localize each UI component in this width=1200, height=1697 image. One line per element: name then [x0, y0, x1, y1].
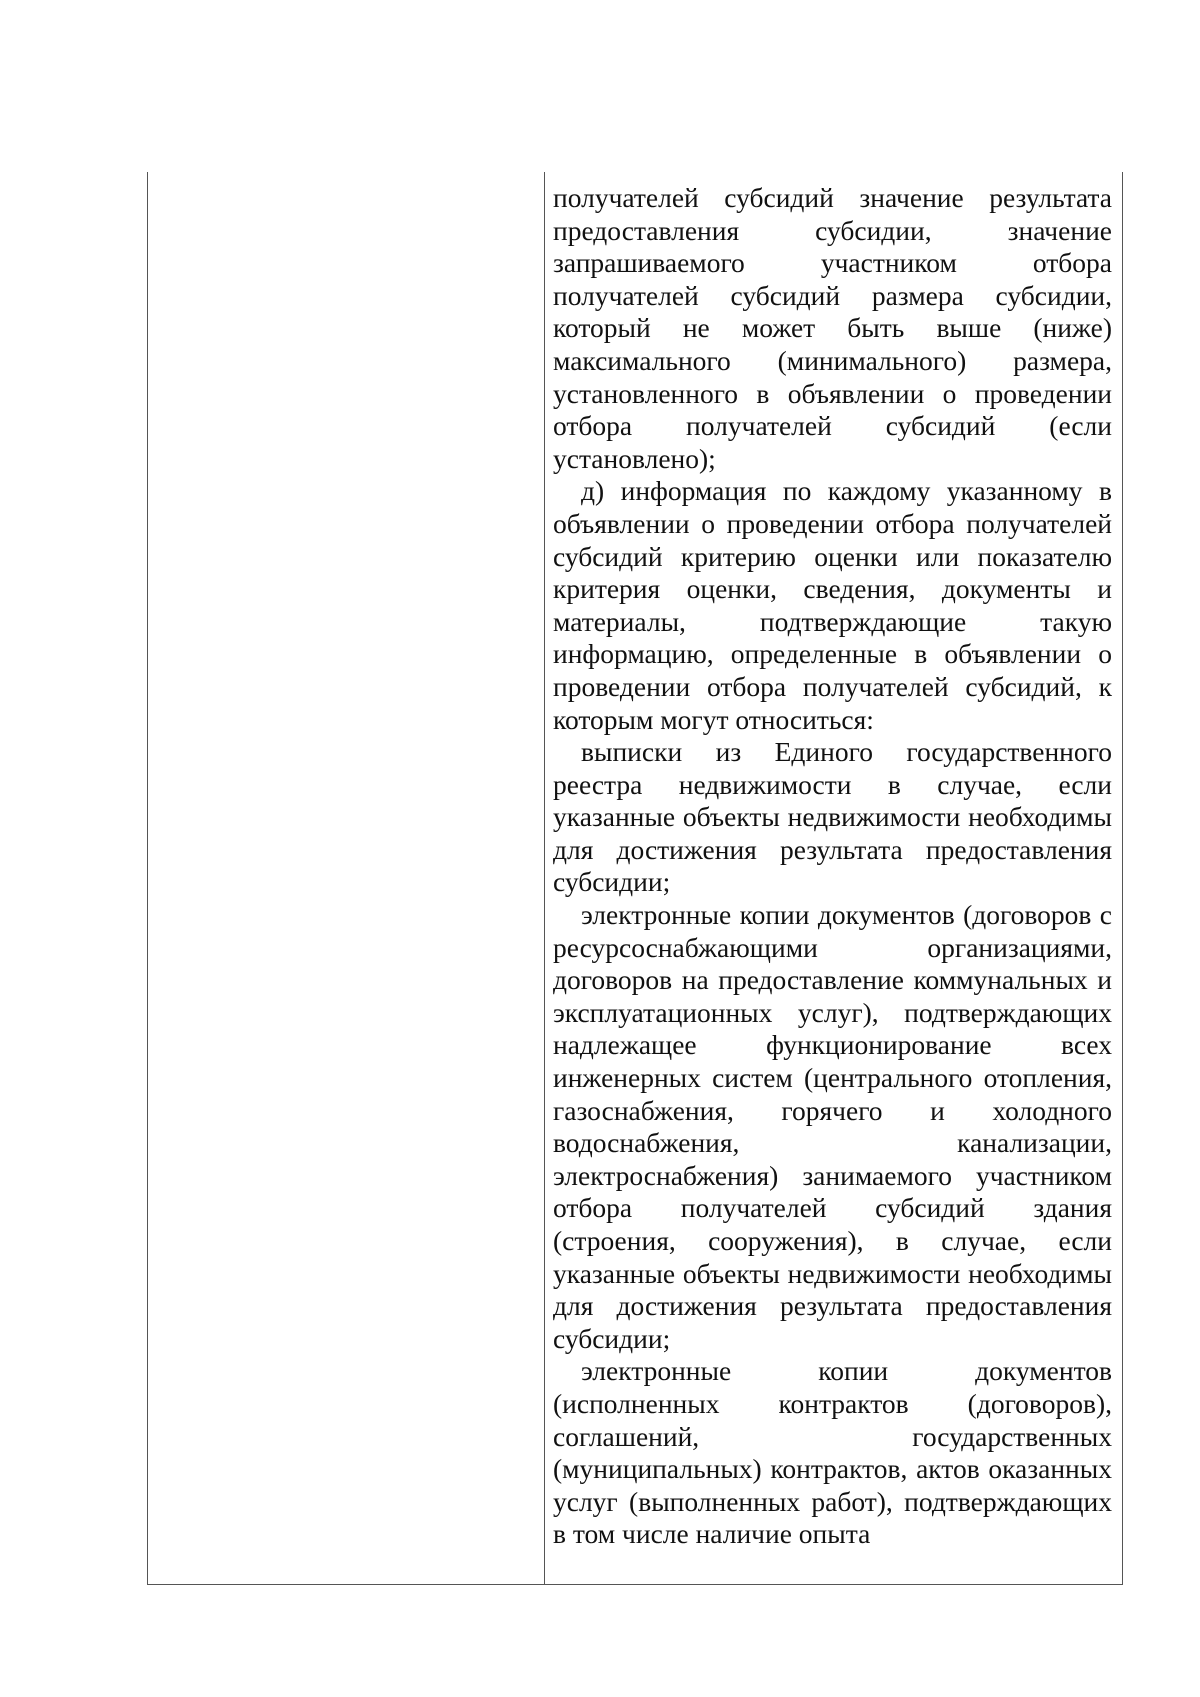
paragraph-executed-contracts: электронные копии документов (исполненных контрактов (договоров), соглашений, государственных (муниципальных) контрактов, актов оказанных услуг (выполненных работ), подтверждающих в том числе наличие опыта — [553, 1355, 1112, 1550]
paragraph-item-d: д) информация по каждому указанному в объявлении о проведении отбора получателей субсидий критерию оценки или показателю критерия оценки, сведения, документы и материалы, подтверждающие такую информацию, определенные в объявлении о проведении отбора получателей субсидий, к которым могут относиться: — [553, 475, 1112, 735]
document-table — [147, 172, 1123, 1585]
paragraph-utility-contracts: электронные копии документов (договоров с ресурсоснабжающими организациями, договоров на предоставление коммунальных и эксплуатационных услуг), подтверждающих надлежащее функционирование всех инженерных систем (центрального отопления, газоснабжения, горячего и холодного водоснабжения, канализации, электроснабжения) занимаемого участником отбора получателей субсидий здания (строения, сооружения), в случае, если указанные объекты недвижимости необходимы для достижения результата предоставления субсидии; — [553, 899, 1112, 1354]
right-cell — [545, 172, 1123, 1585]
paragraph-continuation: получателей субсидий значение результата предоставления субсидии, значение запрашиваемого участником отбора получателей субсидий размера субсидии, который не может быть выше (ниже) максимального (минимального) размера, установленного в объявлении о проведении отбора получателей субсидий (если установлено); — [553, 182, 1112, 474]
table-row — [148, 172, 1123, 1585]
paragraph-extracts: выписки из Единого государственного реестра недвижимости в случае, если указанные объекты недвижимости необходимы для достижения результата предоставления субсидии; — [553, 736, 1112, 898]
left-cell — [148, 172, 545, 1585]
right-cell-text — [553, 172, 1112, 1551]
